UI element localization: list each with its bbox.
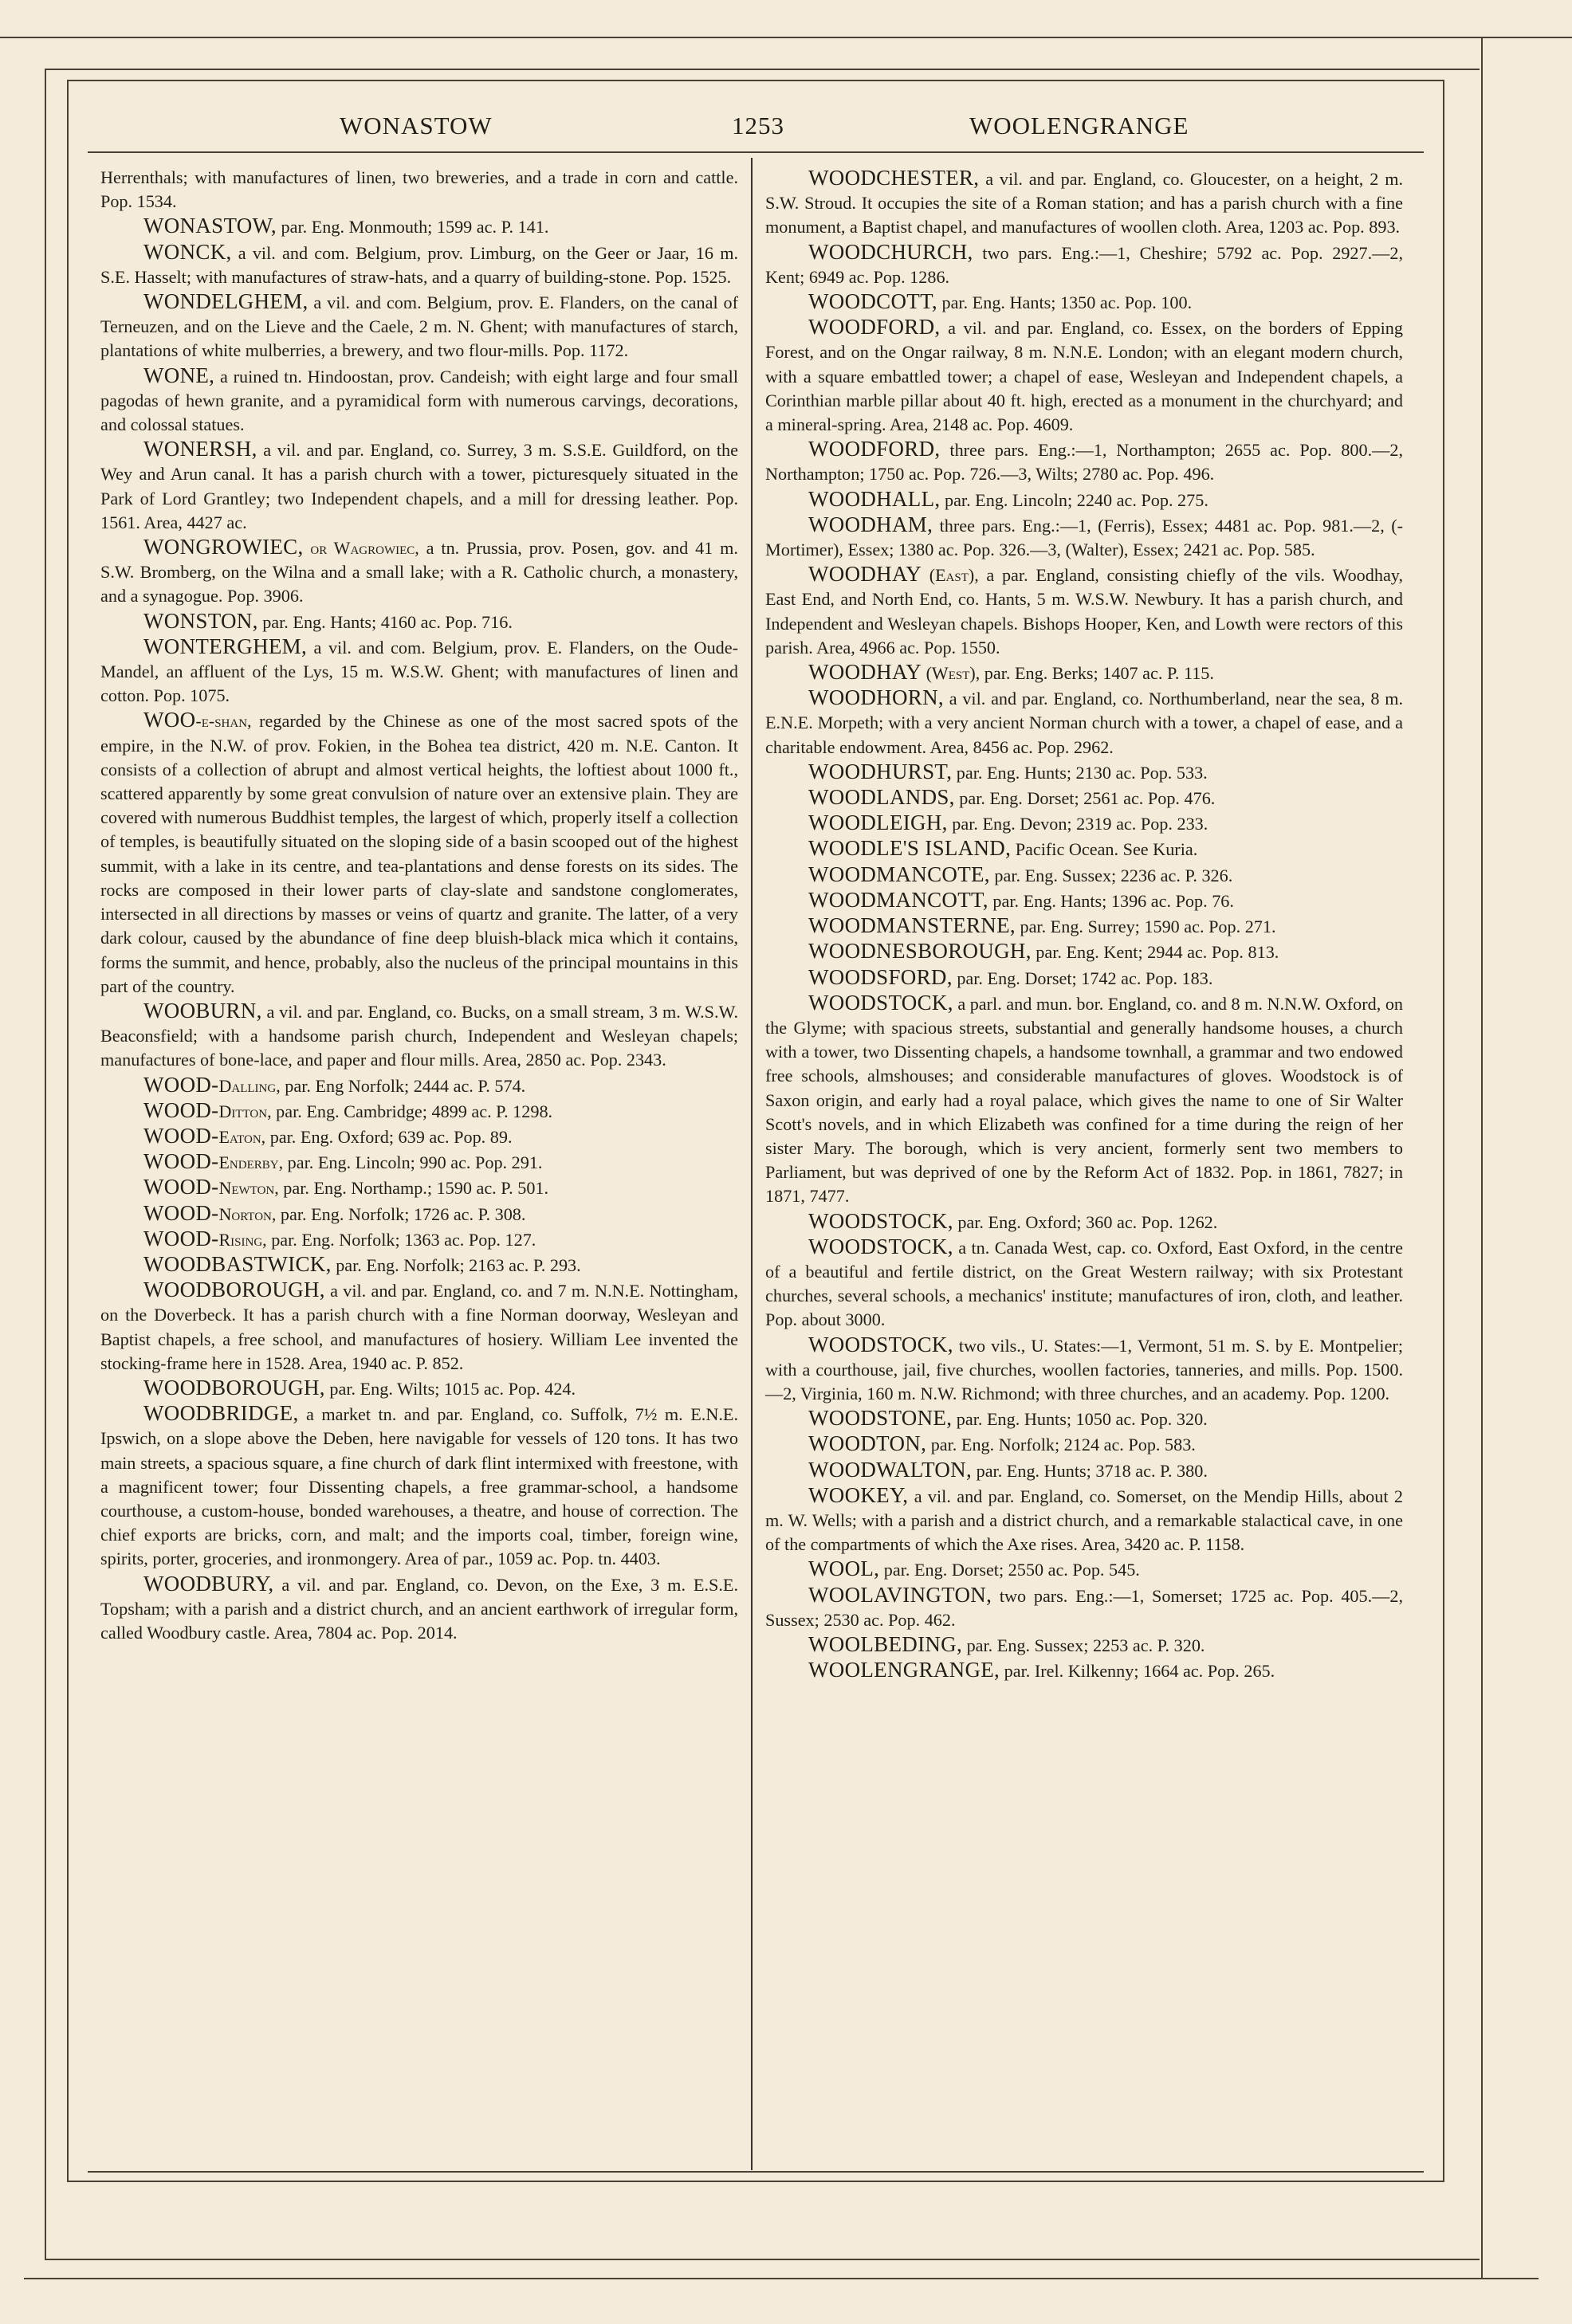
entry-text: a vil. and par. England, co. Essex, on the borders of Epping Forest, and on the Ongar railway, 8 m. N.N.E. London; with an elegant modern church, with a square embattled tower; a chapel of ease, Wesleyan and Independent chapels, a Corinthian marble pillar about 40 ft. high, erected as a monument in the churchyard; and a mineral-spring. Area, 2148 ac. Pop. 4609. <box>765 318 1403 435</box>
gazetteer-entry <box>765 888 1403 913</box>
entry-headword: WOODFORD, <box>808 315 941 340</box>
entry-headword: WOODCOTT, <box>808 289 937 314</box>
entry-headword: WOODLEIGH, <box>808 811 948 835</box>
entry-headword: WOOD- <box>143 1149 219 1174</box>
entry-headword: WOODBURY, <box>143 1571 274 1596</box>
entry-text: a vil. and par. England, co. Bucks, on a small stream, 3 m. W.S.W. Beaconsfield; with a handsome parish church, Independent and Wesleyan chapels; manufactures of bone-lace, and paper and flour mills. Area, 2850 ac. Pop. 2343. <box>100 1001 738 1070</box>
gazetteer-entry <box>765 991 1403 1209</box>
entry-headword: WOOD- <box>143 1175 219 1199</box>
entry-headword: WOODLE'S ISLAND, <box>808 836 1012 861</box>
gazetteer-entry <box>100 634 738 709</box>
entry-headword: WOODMANCOTT, <box>808 887 988 912</box>
frame-left-rule <box>67 80 69 2182</box>
entry-headword-suffix: (West), <box>922 663 981 684</box>
entry-headword: WOODHORN, <box>808 685 944 710</box>
entry-headword: WOODHAY <box>808 660 922 685</box>
entry-headword-suffix: Rising, <box>218 1229 267 1250</box>
entry-headword: WOODMANSTERNE, <box>808 913 1016 938</box>
gazetteer-entry <box>100 1572 738 1646</box>
entry-text: a parl. and mun. bor. England, co. and 8 m. N.N.W. Oxford, on the Glyme; with spacious streets, substantial and generally handsome houses, a church with a tower, two Dissenting chapels, a handsome townhall, a grammar and two endowed free schools, almshouses; and considerable manufactures of gloves. Woodstock is of Saxon origin, and early had a royal palace, which gives the name to one of Sir Walter Scott's novels, and in which Elizabeth was confined for a time during the reign of her sister Mary. The borough, which is very ancient, formerly sent two members to Parliament, but was deprived of one by the Reform Act of 1832. Pop. in 1861, 7827; in 1871, 7477. <box>765 993 1404 1207</box>
top-border-rule <box>0 37 1572 38</box>
gazetteer-entry <box>765 437 1403 486</box>
entry-text: par. Eng. Hants; 4160 ac. Pop. 716. <box>257 611 513 632</box>
gazetteer-entry <box>765 965 1403 991</box>
gazetteer-entry <box>100 1278 738 1376</box>
entry-text: par. Eng. Monmouth; 1599 ac. P. 141. <box>276 217 549 238</box>
entry-headword: WOODSTOCK, <box>808 1332 953 1356</box>
gazetteer-entry <box>100 999 738 1073</box>
gazetteer-entry <box>765 166 1403 240</box>
entry-headword: WOOD- <box>143 1123 219 1148</box>
gazetteer-entry <box>100 1227 738 1252</box>
gazetteer-entry <box>765 1406 1403 1431</box>
entry-headword: WOODSTOCK, <box>808 1208 953 1233</box>
gazetteer-entry <box>100 1376 738 1401</box>
entry-text: a market tn. and par. England, co. Suffolk, 7½ m. E.N.E. Ipswich, on a slope above the Deben, here navigable for vessels of 120 tons. It has two main streets, a spacious square, a fine church of dark flint intermixed with freestone, with a magnificent tower; four Dissenting chapels, a free grammar-school, a handsome courthouse, a custom-house, bonded warehouses, a theatre, and house of correction. The chief exports are bricks, corn, and malt; and the imports coal, timber, foreign wine, spirits, porter, groceries, and ironmongery. Area of par., 1059 ac. Pop. tn. 4403. <box>100 1404 738 1569</box>
gazetteer-entry <box>765 487 1403 512</box>
entry-headword: WOOLBEDING, <box>808 1631 963 1656</box>
right-border-rule <box>1481 37 1483 2279</box>
gazetteer-entry <box>100 240 738 289</box>
gazetteer-entry <box>100 1175 738 1200</box>
entry-text: a vil. and com. Belgium, prov. E. Flanders, on the Oude-Mandel, an affluent of the Lys, 15 m. W.S.W. Ghent; with manufactures of linen and cotton. Pop. 1075. <box>100 637 738 706</box>
entry-headword: WOODWALTON, <box>808 1457 973 1482</box>
entry-headword: WONGROWIEC, <box>143 535 304 559</box>
entry-headword: WONE, <box>143 363 215 387</box>
entry-headword: WOOLENGRANGE, <box>808 1658 1000 1682</box>
gazetteer-entry <box>100 1149 738 1175</box>
gazetteer-entry <box>765 811 1403 836</box>
entry-headword: WOODHURST, <box>808 759 953 783</box>
page-frame <box>67 80 1444 2271</box>
entry-headword: WOODSTONE, <box>808 1406 953 1431</box>
entry-text: a tn. Prussia, prov. Posen, gov. and 41 m. S.W. Bromberg, on the Wilna and a small lake; with a R. Catholic church, a monastery, and a synagogue. Pop. 3906. <box>100 538 738 607</box>
entry-headword: WONTERGHEM, <box>143 634 308 658</box>
entry-text: two pars. Eng.:—1, Somerset; 1725 ac. Pop. 405.—2, Sussex; 2530 ac. Pop. 462. <box>765 1585 1403 1630</box>
entry-headword: WOODCHESTER, <box>808 166 980 190</box>
gazetteer-entry <box>765 660 1403 685</box>
entry-headword: WOOL, <box>808 1557 880 1581</box>
entry-text: par. Eng. Kent; 2944 ac. Pop. 813. <box>1031 942 1279 963</box>
entry-headword-suffix: Ditton, <box>218 1101 272 1121</box>
entry-text: par. Eng. Lincoln; 2240 ac. Pop. 275. <box>940 489 1208 510</box>
frame-right-rule <box>1443 80 1444 2182</box>
gazetteer-entry <box>100 214 738 239</box>
entry-headword: WONERSH, <box>143 437 257 461</box>
entry-text: two pars. Eng.:—1, Cheshire; 5792 ac. Pop. 2927.—2, Kent; 6949 ac. Pop. 1286. <box>765 242 1403 287</box>
right-column <box>765 166 1403 1683</box>
gazetteer-entry <box>100 1073 738 1098</box>
entry-text: a vil. and par. England, co. Gloucester, on a height, 2 m. S.W. Stroud. It occupies the site of a Roman station; and has a parish church with a fine monument, a Baptist chapel, and manufactures of woollen cloth. Area, 1203 ac. Pop. 893. <box>765 169 1403 238</box>
entry-text: par. Eng. Hunts; 1050 ac. Pop. 320. <box>952 1409 1208 1430</box>
page-number: 1253 <box>732 112 784 139</box>
entry-text: three pars. Eng.:—1, (Ferris), Essex; 4481 ac. Pop. 981.—2, (-Mortimer), Essex; 1380 ac. Pop. 326.—3, (Walter), Essex; 2421 ac. Pop. 585. <box>765 515 1403 560</box>
entry-headword: WOODHALL, <box>808 486 941 511</box>
entry-text: par. Eng. Berks; 1407 ac. P. 115. <box>980 663 1214 684</box>
entry-text: par. Eng. Hants; 1350 ac. Pop. 100. <box>937 292 1193 313</box>
entry-text: a ruined tn. Hindoostan, prov. Candeish; with eight large and four small pagodas of hewn granite, and a pyramidical form with numerous carvings, decorations, and colossal statues. <box>100 366 738 435</box>
footer-rule <box>88 2171 1424 2173</box>
entry-text: a vil. and par. England, co. and 7 m. N.N.E. Nottingham, on the Doverbeck. It has a parish church with a fine Norman doorway, Wesleyan and Baptist chapels, a free school, and manufactures of hosiery. William Lee invented the stocking-frame here in 1528. Area, 1940 ac. P. 852. <box>100 1281 738 1373</box>
header-right-word: WOOLENGRANGE <box>969 112 1189 139</box>
entry-headword: WOODSTOCK, <box>808 990 953 1015</box>
gazetteer-entry <box>100 535 738 609</box>
entry-headword-suffix: -e-shan, <box>195 711 252 732</box>
gazetteer-entry <box>100 1098 738 1124</box>
gazetteer-entry <box>765 1235 1403 1333</box>
gazetteer-entry <box>765 1632 1403 1658</box>
entry-text: par. Eng. Hants; 1396 ac. Pop. 76. <box>988 890 1234 911</box>
entry-text: par. Eng. Oxford; 360 ac. Pop. 1262. <box>953 1211 1218 1232</box>
entry-text: par. Eng. Hunts; 2130 ac. Pop. 533. <box>952 762 1208 783</box>
gazetteer-entry <box>100 1201 738 1227</box>
entry-text: par. Eng. Lincoln; 990 ac. Pop. 291. <box>283 1152 543 1173</box>
entry-headword: WOODSTOCK, <box>808 1234 953 1258</box>
gazetteer-entry <box>765 1583 1403 1632</box>
gazetteer-entry <box>765 760 1403 785</box>
entry-text: par. Eng. Northamp.; 1590 ac. P. 501. <box>278 1178 549 1199</box>
gazetteer-entry <box>765 1557 1403 1582</box>
gazetteer-entry <box>100 363 738 438</box>
gazetteer-entry <box>765 240 1403 289</box>
entry-headword: WOO <box>143 708 196 732</box>
entry-headword: WOODBASTWICK, <box>143 1251 332 1276</box>
running-header <box>67 112 1444 159</box>
entry-headword: WOODBOROUGH, <box>143 1375 325 1400</box>
entry-text: two vils., U. States:—1, Vermont, 51 m. S. by E. Montpelier; with a courthouse, jail, five churches, woollen factories, tanneries, and mills. Pop. 1500.—2, Virginia, 160 m. N.W. Richmond; with three churches, and an academy. Pop. 1200. <box>765 1335 1403 1403</box>
entry-text: par. Eng. Dorset; 2550 ac. Pop. 545. <box>879 1560 1140 1580</box>
entry-text: par. Eng. Dorset; 2561 ac. Pop. 476. <box>954 788 1216 809</box>
top-border-rule-inner <box>45 69 1480 70</box>
entry-text: par. Eng. Sussex; 2253 ac. P. 320. <box>962 1635 1205 1655</box>
entry-headword-suffix: Enderby, <box>218 1152 284 1173</box>
gazetteer-entry <box>765 1431 1403 1457</box>
gazetteer-entry <box>100 1124 738 1149</box>
entry-headword-suffix: Eaton, <box>218 1126 266 1147</box>
entry-headword: WOODFORD, <box>808 437 941 461</box>
entry-headword-suffix: Dalling, <box>218 1075 281 1096</box>
entry-headword: WOOD- <box>143 1226 219 1250</box>
entry-text: a tn. Canada West, cap. co. Oxford, East Oxford, in the centre of a beautiful and fertile district, on the Great Western railway; with six Protestant churches, several schools, a mechanics' institute; manufactures of iron, cloth, and leather. Pop. about 3000. <box>765 1237 1403 1330</box>
entry-text: par. Eng. Norfolk; 1363 ac. Pop. 127. <box>266 1229 536 1250</box>
gazetteer-entry <box>100 437 738 535</box>
gazetteer-entry <box>100 1252 738 1278</box>
entry-text: Pacific Ocean. See Kuria. <box>1011 839 1198 860</box>
entry-text: a vil. and com. Belgium, prov. E. Flanders, on the canal of Terneuzen, and on the Lieve and the Caele, 2 m. N. Ghent; with manufactures of starch, plantations of white mulberries, a brewery, and two flour-mills. Pop. 1172. <box>100 292 738 361</box>
gazetteer-entry <box>765 562 1403 660</box>
gazetteer-entry <box>765 685 1403 760</box>
entry-headword: WOODCHURCH, <box>808 239 973 264</box>
entry-headword: WOODBOROUGH, <box>143 1278 325 1302</box>
entry-text: par. Eng. Surrey; 1590 ac. Pop. 271. <box>1015 917 1276 937</box>
entry-text: par. Eng. Devon; 2319 ac. Pop. 233. <box>947 814 1208 834</box>
gazetteer-entry <box>765 1458 1403 1483</box>
entry-headword-suffix: Newton, <box>218 1178 279 1199</box>
entry-text: a vil. and par. England, co. Northumberland, near the sea, 8 m. E.N.E. Morpeth; with a very ancient Norman church with a tower, a chapel of ease, and a charitable endowment. Area, 8456 ac. Pop. 2962. <box>765 689 1403 757</box>
entry-headword: WOOD- <box>143 1072 219 1097</box>
gazetteer-entry <box>100 708 738 998</box>
gazetteer-entry <box>765 1209 1403 1235</box>
gazetteer-entry <box>765 512 1403 562</box>
entry-headword: WOODHAM, <box>808 512 933 536</box>
entry-headword: WOODTON, <box>808 1431 927 1456</box>
entry-text: par. Eng. Cambridge; 4899 ac. P. 1298. <box>271 1101 553 1121</box>
entry-text: par. Eng Norfolk; 2444 ac. P. 574. <box>280 1075 526 1096</box>
entry-headword: WOOLAVINGTON, <box>808 1582 992 1607</box>
left-border-rule <box>45 69 46 2260</box>
entry-headword-suffix: or Wagrowiec, <box>303 538 419 559</box>
entry-text: par. Irel. Kilkenny; 1664 ac. Pop. 265. <box>1000 1661 1275 1682</box>
entry-text: three pars. Eng.:—1, Northampton; 2655 ac. Pop. 800.—2, Northampton; 1750 ac. Pop. 726.—3, Wilts; 2780 ac. Pop. 496. <box>765 440 1403 485</box>
gazetteer-entry <box>100 609 738 634</box>
entry-text: par. Eng. Norfolk; 2163 ac. P. 293. <box>331 1254 581 1275</box>
entry-headword: WOODLANDS, <box>808 785 955 810</box>
header-left-word: WONASTOW <box>340 112 493 139</box>
entry-headword: WOOD- <box>143 1200 219 1225</box>
entry-headword: WOODMANCOTE, <box>808 862 990 886</box>
bottom-border-rule <box>24 2278 1539 2279</box>
gazetteer-entry <box>765 836 1403 862</box>
gazetteer-entry <box>100 1401 738 1571</box>
entry-text: a vil. and com. Belgium, prov. Limburg, on the Geer or Jaar, 16 m. S.E. Hasselt; with manufactures of straw-hats, and a quarry of building-stone. Pop. 1525. <box>100 242 738 287</box>
gazetteer-entry <box>765 785 1403 811</box>
entry-text: par. Eng. Dorset; 1742 ac. Pop. 183. <box>952 968 1213 988</box>
entry-headword: WONCK, <box>143 239 232 264</box>
entry-text: par. Eng. Sussex; 2236 ac. P. 326. <box>989 865 1233 885</box>
entry-headword: WOODNESBOROUGH, <box>808 939 1032 964</box>
entry-headword: WOODHAY <box>808 562 922 587</box>
frame-bottom-rule <box>67 2181 1444 2182</box>
entry-headword: WOOKEY, <box>808 1482 909 1507</box>
entry-text: a vil. and par. England, co. Somerset, on the Mendip Hills, about 2 m. W. Wells; with a parish and a district church, and a remarkable stalactical cave, in one of the compartments of which the Axe rises. Area, 3420 ac. P. 1158. <box>765 1486 1403 1555</box>
entry-text: par. Eng. Hunts; 3718 ac. P. 380. <box>972 1460 1208 1481</box>
entry-text: a vil. and par. England, co. Devon, on the Exe, 3 m. E.S.E. Topsham; with a parish and a district church, and an ancient earthwork of irregular form, called Woodbury castle. Area, 7804 ac. Pop. 2014. <box>100 1574 738 1643</box>
gazetteer-entry <box>765 1658 1403 1683</box>
entry-text: Herrenthals; with manufactures of linen, two breweries, and a trade in corn and cattle. Pop. 1534. <box>100 167 738 212</box>
entry-text: regarded by the Chinese as one of the most sacred spots of the empire, in the N.W. of prov. Fokien, in the Bohea tea district, 420 m. N.E. Canton. It consists of a collection of abrupt and almost vertical heights, the loftiest about 1000 ft., scattered apparently by some great convulsion of nature over an extensive plain. They are covered with numerous Buddhist temples, the largest of which, properly itself a collection of temples, is beautifully situated on the sloping side of a basin scooped out of the highest summit, with a lake in its centre, and tea-plantations and dense forests on its sides. The rocks are composed in their lower parts of clay-slate and sandstone conglomerates, intersected in all directions by masses or veins of quartz and granite. The latter, of a very dark colour, caused by the abundance of fine deep bluish-black mica which it contains, forms the summit, and hence, probably, also the nucleus of the principal mountains in this part of the country. <box>100 711 738 996</box>
entry-text: par. Eng. Norfolk; 2124 ac. Pop. 583. <box>926 1435 1196 1455</box>
entry-headword: WOODSFORD, <box>808 964 953 989</box>
gazetteer-entry <box>765 862 1403 888</box>
entry-text: a par. England, consisting chiefly of the vils. Woodhay, East End, and North End, co. Hants, 5 m. W.S.W. Newbury. It has a parish church, and Independent and Wesleyan chapels. Bishops Hooper, Ken, and Lowth were rectors of this parish. Area, 4966 ac. Pop. 1550. <box>765 565 1403 658</box>
entry-text: par. Eng. Wilts; 1015 ac. Pop. 424. <box>324 1378 576 1399</box>
gazetteer-entry <box>765 1483 1403 1557</box>
entry-headword: WONDELGHEM, <box>143 289 309 314</box>
entry-headword: WONSTON, <box>143 608 258 633</box>
entry-text: a vil. and par. England, co. Surrey, 3 m. S.S.E. Guildford, on the Wey and Arun canal. It has a parish church with a tower, picturesquely situated in the Park of Lord Grantley; two Independent chapels, and a mill for dressing leather. Pop. 1561. Area, 4427 ac. <box>100 440 738 532</box>
left-column <box>100 166 738 1645</box>
gazetteer-entry <box>765 1333 1403 1407</box>
entry-headword: WOODBRIDGE, <box>143 1401 299 1426</box>
entry-headword: WOOBURN, <box>143 998 262 1023</box>
entry-headword-suffix: (East), <box>922 565 979 586</box>
gazetteer-entry <box>100 289 738 363</box>
gazetteer-entry <box>765 289 1403 315</box>
column-divider <box>751 158 753 2170</box>
entry-text: par. Eng. Norfolk; 1726 ac. P. 308. <box>276 1203 526 1224</box>
gazetteer-entry <box>765 315 1403 437</box>
entry-text: par. Eng. Oxford; 639 ac. Pop. 89. <box>265 1126 513 1147</box>
gazetteer-entry <box>765 939 1403 964</box>
entry-headword-suffix: Norton, <box>218 1203 277 1224</box>
gazetteer-entry <box>100 166 738 214</box>
frame-top-rule <box>67 80 1444 81</box>
entry-headword: WONASTOW, <box>143 214 277 238</box>
entry-headword: WOOD- <box>143 1097 219 1122</box>
gazetteer-entry <box>765 913 1403 939</box>
